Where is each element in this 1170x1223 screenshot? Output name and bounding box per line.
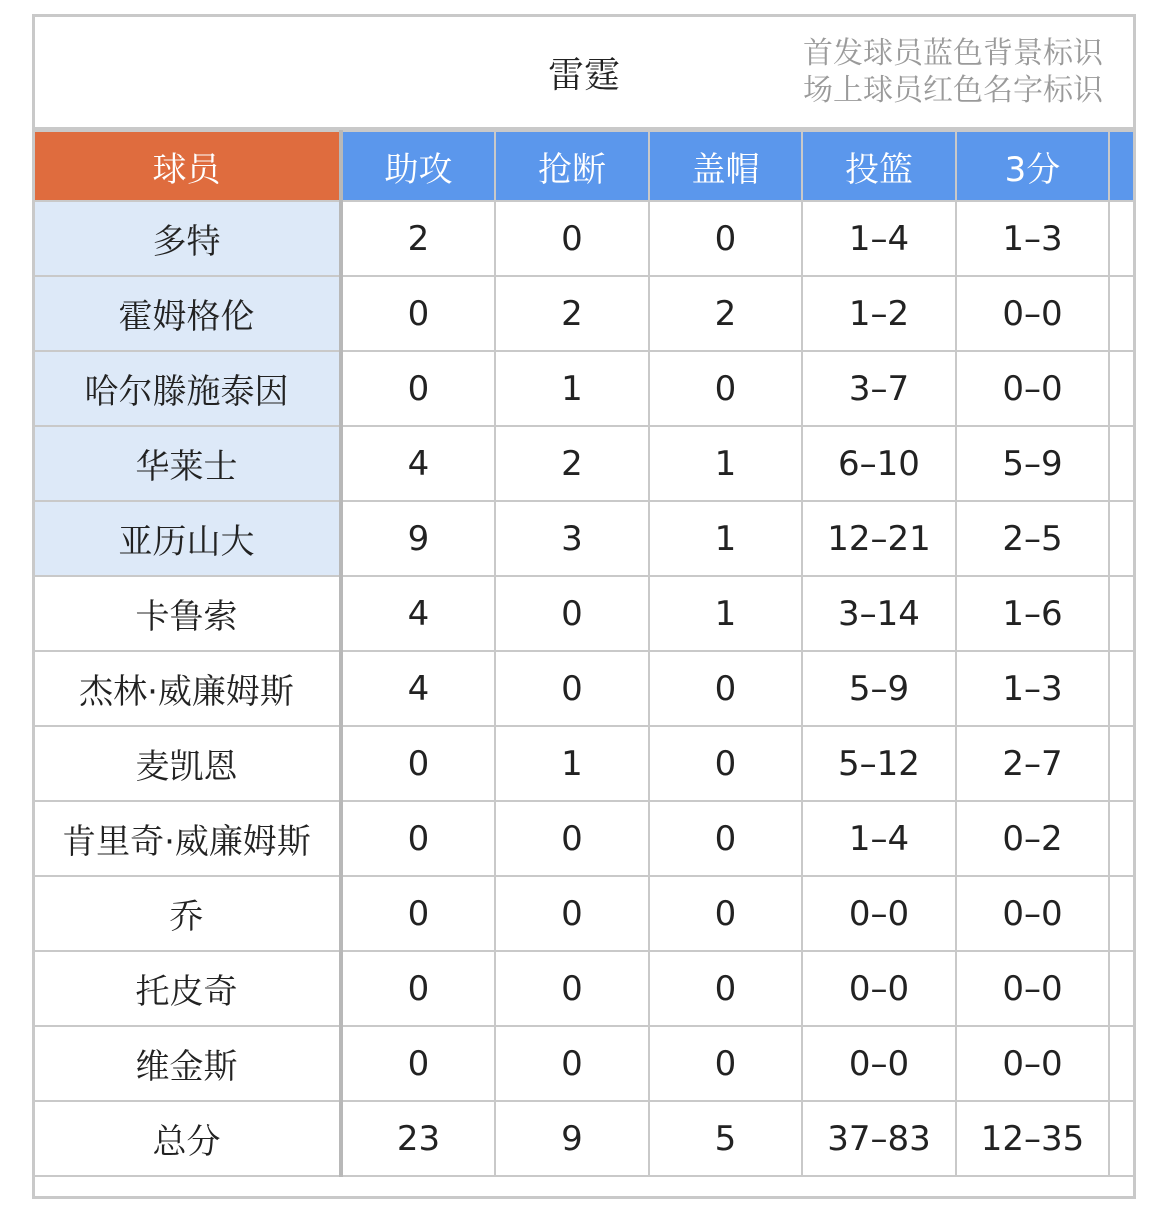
legend-oncourt-note: 场上球员红色名字标识 [803, 73, 1103, 108]
overflow-cell [1109, 726, 1136, 801]
table-row [33, 426, 1136, 501]
assists-cell: 0 [341, 726, 495, 801]
assists-cell: 0 [341, 876, 495, 951]
assists-cell: 0 [341, 951, 495, 1026]
player-name-cell: 乔 [33, 876, 341, 951]
player-name-cell: 霍姆格伦 [33, 276, 341, 351]
player-name-cell: 多特 [33, 201, 341, 276]
field-goals-cell: 0–0 [802, 876, 956, 951]
table-row [33, 201, 1136, 276]
stats-table [32, 130, 1136, 1177]
overflow-cell [1109, 1101, 1136, 1176]
three-pointers-cell: 1–6 [956, 576, 1109, 651]
title-row [35, 17, 1133, 130]
steals-cell: 1 [495, 351, 649, 426]
stats-body [33, 201, 1136, 1176]
assists-cell: 4 [341, 651, 495, 726]
blocks-cell: 0 [649, 876, 802, 951]
steals-cell: 0 [495, 951, 649, 1026]
totals-steals-cell: 9 [495, 1101, 649, 1176]
three-pointers-cell: 1–3 [956, 201, 1109, 276]
player-name-cell: 维金斯 [33, 1026, 341, 1101]
assists-cell: 4 [341, 426, 495, 501]
overflow-cell [1109, 951, 1136, 1026]
table-row [33, 276, 1136, 351]
player-name-cell: 卡鲁索 [33, 576, 341, 651]
column-header-field-goals: 投篮 [802, 131, 956, 201]
assists-cell: 4 [341, 576, 495, 651]
table-row [33, 651, 1136, 726]
column-header-blocks: 盖帽 [649, 131, 802, 201]
field-goals-cell: 3–14 [802, 576, 956, 651]
blocks-cell: 0 [649, 726, 802, 801]
assists-cell: 0 [341, 351, 495, 426]
three-pointers-cell: 0–0 [956, 351, 1109, 426]
overflow-cell [1109, 276, 1136, 351]
team-name: 雷霆 [547, 55, 620, 96]
blocks-cell: 0 [649, 1026, 802, 1101]
column-header-overflow [1109, 131, 1136, 201]
header-row [33, 131, 1136, 201]
blocks-cell: 0 [649, 951, 802, 1026]
player-name-cell: 华莱士 [33, 426, 341, 501]
overflow-cell [1109, 1026, 1136, 1101]
player-name-cell: 肯里奇·威廉姆斯 [33, 801, 341, 876]
column-header-three-pointers: 3分 [956, 131, 1109, 201]
overflow-cell [1109, 876, 1136, 951]
overflow-cell [1109, 426, 1136, 501]
three-pointers-cell: 2–5 [956, 501, 1109, 576]
blocks-cell: 0 [649, 351, 802, 426]
player-name-cell: 托皮奇 [33, 951, 341, 1026]
field-goals-cell: 1–2 [802, 276, 956, 351]
field-goals-cell: 0–0 [802, 951, 956, 1026]
field-goals-cell: 1–4 [802, 201, 956, 276]
blocks-cell: 0 [649, 651, 802, 726]
table-row [33, 576, 1136, 651]
assists-cell: 9 [341, 501, 495, 576]
three-pointers-cell: 1–3 [956, 651, 1109, 726]
blocks-cell: 1 [649, 576, 802, 651]
table-row [33, 501, 1136, 576]
table-row [33, 801, 1136, 876]
three-pointers-cell: 0–0 [956, 276, 1109, 351]
player-name-cell: 麦凯恩 [33, 726, 341, 801]
three-pointers-cell: 0–2 [956, 801, 1109, 876]
steals-cell: 0 [495, 1026, 649, 1101]
column-header-steals: 抢断 [495, 131, 649, 201]
field-goals-cell: 1–4 [802, 801, 956, 876]
table-row [33, 351, 1136, 426]
totals-three-pointers-cell: 12–35 [956, 1101, 1109, 1176]
overflow-cell [1109, 501, 1136, 576]
steals-cell: 0 [495, 201, 649, 276]
three-pointers-cell: 0–0 [956, 876, 1109, 951]
assists-cell: 2 [341, 201, 495, 276]
table-row [33, 1026, 1136, 1101]
steals-cell: 2 [495, 276, 649, 351]
blocks-cell: 1 [649, 426, 802, 501]
three-pointers-cell: 0–0 [956, 951, 1109, 1026]
steals-cell: 0 [495, 801, 649, 876]
field-goals-cell: 12–21 [802, 501, 956, 576]
legend-starter-note: 首发球员蓝色背景标识 [803, 36, 1103, 71]
table-row [33, 726, 1136, 801]
steals-cell: 0 [495, 651, 649, 726]
field-goals-cell: 5–12 [802, 726, 956, 801]
box-score-card [32, 14, 1136, 1199]
overflow-cell [1109, 651, 1136, 726]
column-header-player: 球员 [33, 131, 341, 201]
player-name-cell: 哈尔滕施泰因 [33, 351, 341, 426]
column-header-assists: 助攻 [341, 131, 495, 201]
totals-blocks-cell: 5 [649, 1101, 802, 1176]
assists-cell: 0 [341, 801, 495, 876]
totals-assists-cell: 23 [341, 1101, 495, 1176]
blocks-cell: 0 [649, 801, 802, 876]
steals-cell: 0 [495, 576, 649, 651]
field-goals-cell: 3–7 [802, 351, 956, 426]
field-goals-cell: 5–9 [802, 651, 956, 726]
field-goals-cell: 6–10 [802, 426, 956, 501]
steals-cell: 1 [495, 726, 649, 801]
steals-cell: 3 [495, 501, 649, 576]
three-pointers-cell: 2–7 [956, 726, 1109, 801]
steals-cell: 2 [495, 426, 649, 501]
totals-field-goals-cell: 37–83 [802, 1101, 956, 1176]
blocks-cell: 1 [649, 501, 802, 576]
overflow-cell [1109, 201, 1136, 276]
three-pointers-cell: 5–9 [956, 426, 1109, 501]
table-row [33, 951, 1136, 1026]
blocks-cell: 0 [649, 201, 802, 276]
overflow-cell [1109, 576, 1136, 651]
overflow-cell [1109, 351, 1136, 426]
player-name-cell: 亚历山大 [33, 501, 341, 576]
player-name-cell: 杰林·威廉姆斯 [33, 651, 341, 726]
totals-row [33, 1101, 1136, 1176]
steals-cell: 0 [495, 876, 649, 951]
field-goals-cell: 0–0 [802, 1026, 956, 1101]
totals-label-cell: 总分 [33, 1101, 341, 1176]
assists-cell: 0 [341, 276, 495, 351]
assists-cell: 0 [341, 1026, 495, 1101]
table-row [33, 876, 1136, 951]
three-pointers-cell: 0–0 [956, 1026, 1109, 1101]
blocks-cell: 2 [649, 276, 802, 351]
overflow-cell [1109, 801, 1136, 876]
legend-note [803, 35, 1103, 109]
